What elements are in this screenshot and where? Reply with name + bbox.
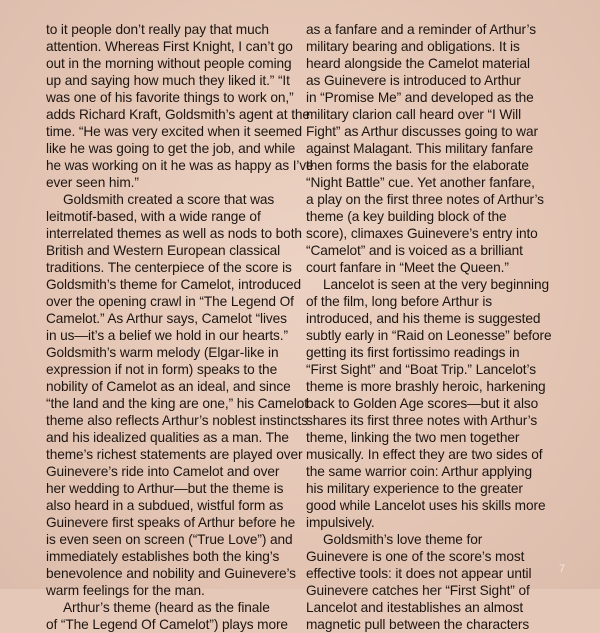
text-line: Fight” as Arthur discusses going to war: [306, 124, 538, 139]
text-line: “Night Battle” cue. Yet another fanfare,: [306, 175, 535, 190]
text-line: impulsively.: [306, 515, 375, 530]
left-column: [46, 21, 314, 633]
text-line: Goldsmith’s theme for Camelot, introduced: [46, 277, 302, 292]
text-line: military bearing and obligations. It is: [306, 39, 520, 54]
text-line: military clarion call heard over “I Will: [306, 107, 522, 122]
text-line: is even seen on screen (“True Love”) and: [46, 532, 293, 547]
text-line: Goldsmith created a score that was: [63, 192, 275, 207]
text-line: shares its first three notes with Arthur’s: [306, 413, 538, 428]
text-line: Arthur’s theme (heard as the finale: [63, 600, 270, 615]
text-line: then forms the basis for the elaborate: [306, 158, 529, 173]
text-line: his military experience to the greater: [306, 481, 523, 496]
text-line: court fanfare in “Meet the Queen.”: [306, 260, 509, 275]
text-line: of the film, long before Arthur is: [306, 294, 493, 309]
text-line: like he was going to get the job, and while: [46, 141, 296, 156]
text-line: out in the morning without people coming: [46, 56, 292, 71]
text-line: theme, linking the two men together: [306, 430, 520, 445]
text-line: Goldsmith’s love theme for: [323, 532, 483, 547]
text-line: Guinevere catches her “First Sight” of: [306, 583, 530, 598]
text-line: to it people don’t really pay that much: [46, 22, 269, 37]
text-line: against Malagant. This military fanfare: [306, 141, 534, 156]
text-line: attention. Whereas First Knight, I can’t go: [46, 39, 293, 54]
text-line: Guinevere first speaks of Arthur before he: [46, 515, 296, 530]
text-line: he was working on it he was as happy as I’ve: [46, 158, 314, 173]
text-line: a play on the first three notes of Arthur’s: [306, 192, 544, 207]
text-line: theme’s richest statements are played over: [46, 447, 303, 462]
text-line: score), climaxes Guinevere’s entry into: [306, 226, 538, 241]
text-line: good while Lancelot uses his skills more: [306, 498, 546, 513]
text-line: also heard in a subdued, wistful form as: [46, 498, 284, 513]
text-line: of “The Legend Of Camelot”) plays more: [46, 617, 288, 632]
text-line: Guinevere is one of the score’s most: [306, 549, 525, 564]
text-line: theme is more brashly heroic, harkening: [306, 379, 546, 394]
text-line: in us—it’s a belief we hold in our hearts.”: [46, 328, 288, 343]
text-line: adds Richard Kraft, Goldsmith’s agent at the: [46, 107, 310, 122]
text-line: theme (a key building block of the: [306, 209, 507, 224]
text-line: the same warrior coin: Arthur applying: [306, 464, 532, 479]
text-line: in “Promise Me” and developed as the: [306, 90, 534, 105]
text-line: magnetic pull between the characters: [306, 617, 530, 632]
text-line: Lancelot is seen at the very beginning: [323, 277, 550, 292]
text-line: musically. In effect they are two sides of: [306, 447, 543, 462]
text-line: Guinevere’s ride into Camelot and over: [46, 464, 280, 479]
right-column: [306, 21, 574, 633]
text-line: subtly early in “Raid on Leonesse” before: [306, 328, 552, 343]
text-line: nobility of Camelot as an ideal, and since: [46, 379, 291, 394]
text-line: and his idealized qualities as a man. The: [46, 430, 289, 445]
text-line: immediately establishes both the king’s: [46, 549, 280, 564]
text-line: getting its first fortissimo readings in: [306, 345, 520, 360]
text-line: benevolence and nobility and Guinevere’s: [46, 566, 296, 581]
text-line: Camelot.” As Arthur says, Camelot “lives: [46, 311, 287, 326]
text-line: “First Sight” and “Boat Trip.” Lancelot’s: [306, 362, 536, 377]
text-line: up and saying how much they liked it.” “It: [46, 73, 290, 88]
text-line: leitmotif-based, with a wide range of: [46, 209, 261, 224]
text-line: “the land and the king are one,” his Camelot: [46, 396, 308, 411]
text-line: traditions. The centerpiece of the score is: [46, 260, 292, 275]
text-line: interrelated themes as well as nods to both: [46, 226, 302, 241]
text-line: theme also reflects Arthur’s noblest instincts: [46, 413, 308, 428]
text-line: back to Golden Age scores—but it also: [306, 396, 539, 411]
text-line: effective tools: it does not appear until: [306, 566, 532, 581]
text-line: heard alongside the Camelot material: [306, 56, 530, 71]
text-line: over the opening crawl in “The Legend Of: [46, 294, 294, 309]
text-line: as Guinevere is introduced to Arthur: [306, 73, 521, 88]
text-line: ever seen him.”: [46, 175, 139, 190]
text-line: expression if not in form) speaks to the: [46, 362, 278, 377]
text-line: “Camelot” and is voiced as a brilliant: [306, 243, 523, 258]
text-line: Goldsmith’s warm melody (Elgar-like in: [46, 345, 279, 360]
text-line: warm feelings for the man.: [46, 583, 205, 598]
text-line: Lancelot and itestablishes an almost: [306, 600, 524, 615]
text-line: introduced, and his theme is suggested: [306, 311, 541, 326]
text-line: time. “He was very excited when it seemed: [46, 124, 303, 139]
text-line: her wedding to Arthur—but the theme is: [46, 481, 284, 496]
text-line: was one of his favorite things to work on,”: [46, 90, 294, 105]
page-number: 7: [559, 563, 566, 575]
text-line: British and Western European classical: [46, 243, 281, 258]
text-line: as a fanfare and a reminder of Arthur’s: [306, 22, 536, 37]
